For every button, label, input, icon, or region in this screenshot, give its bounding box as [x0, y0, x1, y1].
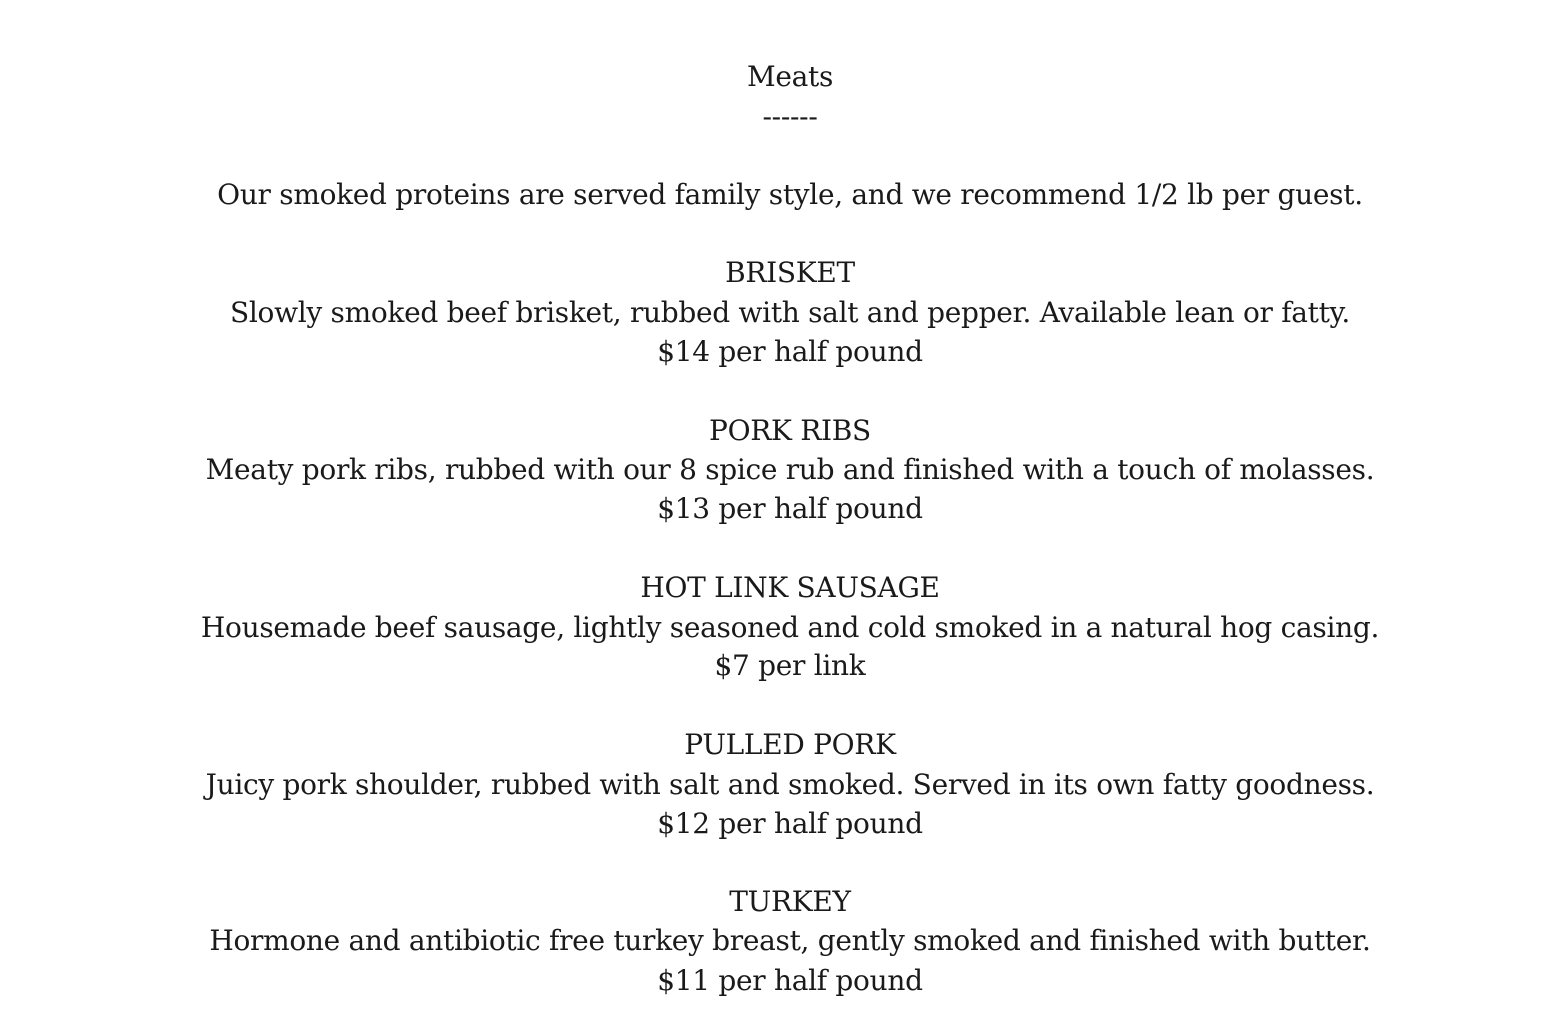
item-description-pulled-pork: Juicy pork shoulder, rubbed with salt and smoked. Served in its own fatty goodness. — [205, 768, 1375, 801]
item-price-brisket: $14 per half pound — [657, 335, 923, 368]
title-divider: ------ — [762, 100, 818, 133]
item-description-turkey: Hormone and antibiotic free turkey breast, gently smoked and finished with butter. — [209, 924, 1371, 957]
item-price-pulled-pork: $12 per half pound — [657, 807, 923, 840]
item-name-pork-ribs: PORK RIBS — [709, 414, 871, 447]
item-price-hot-link-sausage: $7 per link — [714, 649, 866, 682]
item-name-brisket: BRISKET — [725, 256, 855, 289]
item-name-turkey: TURKEY — [729, 885, 851, 918]
item-price-pork-ribs: $13 per half pound — [657, 492, 923, 525]
item-description-hot-link-sausage: Housemade beef sausage, lightly seasoned and cold smoked in a natural hog casing. — [200, 611, 1380, 644]
item-name-pulled-pork: PULLED PORK — [684, 728, 896, 761]
item-name-hot-link-sausage: HOT LINK SAUSAGE — [640, 571, 940, 604]
item-price-turkey: $11 per half pound — [657, 964, 923, 997]
item-description-pork-ribs: Meaty pork ribs, rubbed with our 8 spice rub and finished with a touch of molasses. — [205, 453, 1375, 486]
menu-intro: Our smoked proteins are served family style, and we recommend 1/2 lb per guest. — [217, 178, 1363, 211]
item-description-brisket: Slowly smoked beef brisket, rubbed with salt and pepper. Available lean or fatty. — [230, 296, 1350, 329]
menu-title: Meats — [746, 60, 834, 93]
